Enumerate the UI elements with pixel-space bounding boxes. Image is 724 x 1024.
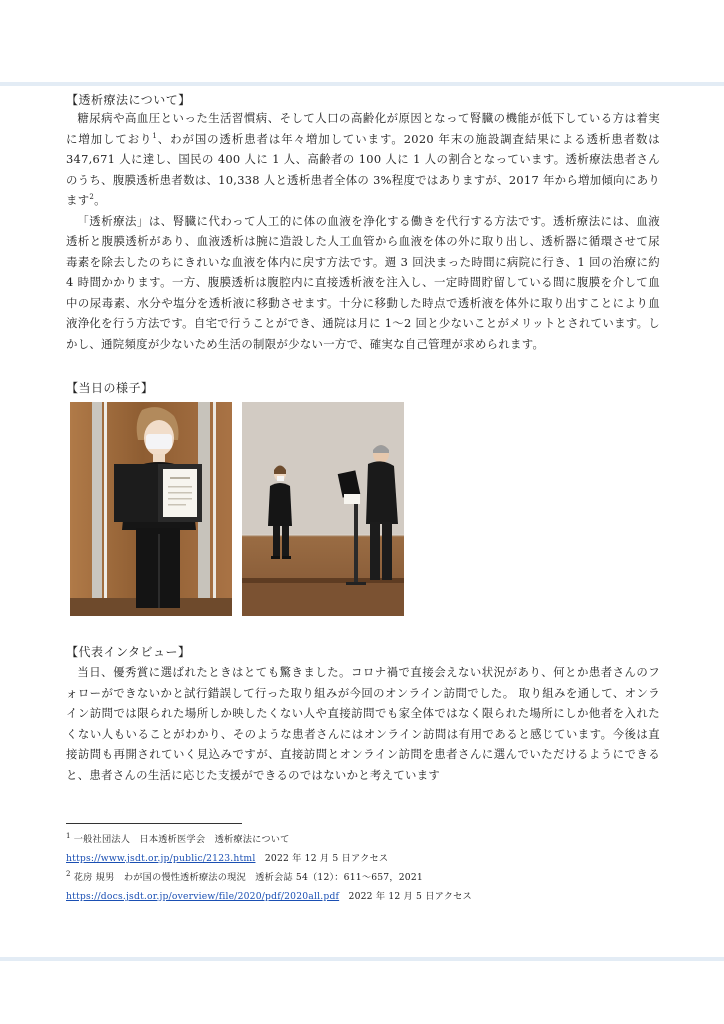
event-photos: [66, 402, 660, 616]
dialysis-paragraph-2: 「透析療法」は、腎臓に代わって人工的に体の血液を浄化する働きを代行する方法です。透析療法には、血液透析と腹膜透析があり、血液透析は腕に造設した人工血管から血液を体の外に取り出し、透析器に循環させて尿毒素を除去したのちにきれいな血液を体内に戻す方法です。週 3 回決まった時間に病院に行き、1 回の治療に約 4 時間かかります。一方、腹膜透析は腹腔内に直接透析液を注入し、一定時間貯留している間に腹膜を介して血中の尿毒素、水分や塩分を透析液に移動させます。十分に移動した時点で透析液を体外に取り出すことにより血液浄化を行う方法です。自宅で行うことができ、通院は月に 1～2 回と少ないことがメリットとされています。しかし、通院頻度が少ないため生活の制限が少ない一方で、確実な自己管理が求められます。: [66, 213, 660, 351]
footnote-ref-1[interactable]: 1: [152, 131, 158, 140]
bottom-divider: [0, 957, 724, 961]
footnote-1-link[interactable]: https://www.jsdt.or.jp/public/2123.html: [66, 853, 256, 864]
footnote-2-link[interactable]: https://docs.jsdt.or.jp/overview/file/2020/pdf/2020all.pdf: [66, 891, 340, 902]
footnote-2-link-line: https://docs.jsdt.or.jp/overview/file/2020/pdf/2020all.pdf 2022 年 12 月 5 日アクセス: [66, 891, 472, 902]
footnote-divider: [66, 823, 242, 824]
document-body: [66, 92, 660, 906]
footnote-1-link-line: https://www.jsdt.or.jp/public/2123.html 2022 年 12 月 5 日アクセス: [66, 853, 389, 864]
event-heading: 【当日の様子】: [66, 381, 154, 395]
footnote-2: $^2$ 花房 規男 わが国の慢性透析療法の現況 透析会誌 54（12）：611～657，2021: [66, 869, 423, 883]
dialysis-paragraph-1: 糖尿病や高血圧といった生活習慣病、そして人口の高齢化が原因となって腎臓の機能が低下している方は着実に増加しており$^1$、わが国の透析患者は年々増加しています。2020 年末の施設調査結果による透析患者数は 347,671 人に達し、国民の 400 人に 1 人、高齢者の 100 人に 1 人の割合となっています。透析療法患者さんのうち、腹膜透析患者数は、10,338 人と透析患者全体の 3%程度ではありますが、2017 年から増加傾向にあります$^2$。: [66, 111, 660, 207]
top-divider: [0, 82, 724, 86]
dialysis-heading: 【透析療法について】: [66, 93, 191, 107]
interview-paragraph: 当日、優秀賞に選ばれたときはとても驚きました。コロナ禍で直接会えない状況があり、何とか患者さんのフォローができないかと試行錯誤して行った取り組みが今回のオンライン訪問でした。 取り組みを通して、オンライン訪問では限られた場所しか映したくない人や直接訪問でも家全体ではなく限られた場所にしか他者を入れたくない人もいることがわかり、そのような患者さんにはオンライン訪問は有用であると感じています。今後は直接訪問も再開されていく見込みですが、直接訪問とオンライン訪問を患者さんに選んでいただけるようにできると、患者さんの生活に応じた支援ができるのではないかと考えています: [66, 665, 660, 782]
footnote-1: $^1$ 一般社団法人 日本透析医学会 透析療法について: [66, 831, 290, 845]
footnote-ref-2[interactable]: 2: [89, 193, 95, 202]
interview-heading: 【代表インタビュー】: [66, 645, 191, 659]
award-photo-ceremony: [242, 402, 404, 616]
award-photo-portrait: [70, 402, 232, 616]
